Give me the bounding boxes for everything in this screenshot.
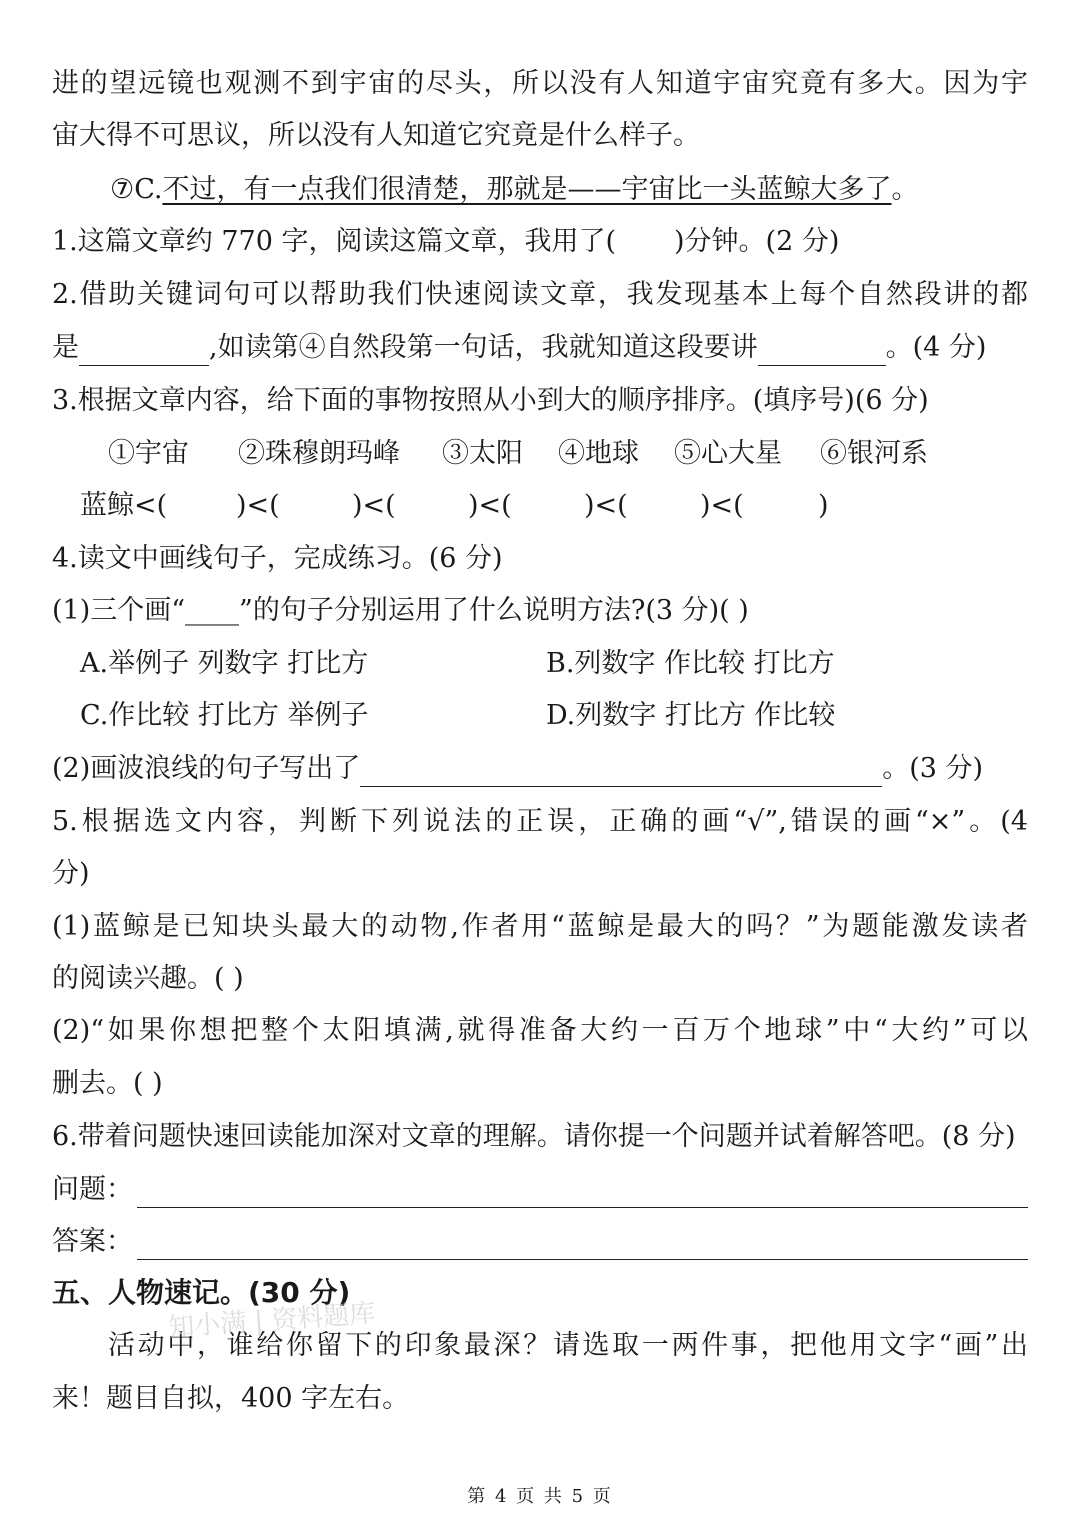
question-5-statement-2-cont: 删去。( ) xyxy=(52,1068,163,1099)
question-6: 6.带着问题快速回读能加深对文章的理解。请你提一个问题并试着解答吧。(8 分) xyxy=(52,1121,1016,1152)
question-4-sub-2-text: (2)画波浪线的句子写出了 xyxy=(52,753,361,784)
punctuation: 。 xyxy=(891,174,919,205)
answer-label: 答案： xyxy=(52,1226,133,1257)
question-6-answer-row xyxy=(52,1224,1028,1260)
paragraph-marker: ⑦C. xyxy=(110,174,163,205)
question-4: 4.读文中画线句子，完成练习。(6 分) xyxy=(52,543,503,574)
passage-line-1: 进的望远镜也观测不到宇宙的尽头，所以没有人知道宇宙究竟有多大。因为宇 xyxy=(52,68,1028,99)
answer-input-line[interactable] xyxy=(137,1231,1028,1260)
answer-blank[interactable] xyxy=(758,337,886,366)
question-2-line-2 xyxy=(52,330,1028,366)
item-1: ①宇宙 xyxy=(108,438,189,469)
question-5-line-2: 分) xyxy=(52,858,90,889)
question-2-score: 。(4 分) xyxy=(885,332,987,363)
question-3: 3.根据文章内容，给下面的事物按照从小到大的顺序排序。(填序号)(6 分) xyxy=(52,385,929,416)
watermark: 知小满 | 资料题库 xyxy=(167,1298,377,1344)
question-1 xyxy=(52,224,1028,260)
question-5-line-1: 5.根据选文内容，判断下列说法的正误，正确的画“√”,错误的画“×”。(4 xyxy=(52,806,1028,837)
item-2: ②珠穆朗玛峰 xyxy=(238,438,400,469)
order-start: 蓝鲸<( xyxy=(80,490,168,521)
order-separator: )<( xyxy=(468,490,512,521)
answer-blank[interactable] xyxy=(79,337,209,366)
option-c[interactable]: C.作比较 打比方 举例子 xyxy=(80,700,369,731)
question-6-question-row xyxy=(52,1172,1028,1208)
option-a[interactable]: A.举例子 列数字 打比方 xyxy=(80,648,369,679)
question-2-text-b: ,如读第④自然段第一句话，我就知道这段要讲 xyxy=(209,332,758,363)
answer-blank[interactable] xyxy=(360,758,882,787)
item-4: ④地球 xyxy=(558,438,639,469)
page-footer: 第 4 页 共 5 页 xyxy=(467,1486,613,1507)
item-6: ⑥银河系 xyxy=(820,438,928,469)
order-separator: )<( xyxy=(236,490,280,521)
question-4-sub-2-score: 。(3 分) xyxy=(882,753,984,784)
passage-line-3 xyxy=(110,172,1028,208)
question-1-text: 1.这篇文章约 770 字，阅读这篇文章，我用了( xyxy=(52,226,616,257)
question-2-line-1: 2.借助关键词句可以帮助我们快速阅读文章，我发现基本上每个自然段讲的都 xyxy=(52,279,1028,310)
order-end: ) xyxy=(818,490,829,521)
item-5: ⑤心大星 xyxy=(674,438,782,469)
question-5-statement-2: (2)“如果你想把整个太阳填满,就得准备大约一百万个地球”中“大约”可以 xyxy=(52,1015,1028,1046)
order-separator: )<( xyxy=(584,490,628,521)
section-5-heading: 五、人物速记。(30 分) xyxy=(52,1276,351,1309)
order-separator: )<( xyxy=(352,490,396,521)
order-separator: )<( xyxy=(700,490,744,521)
option-b[interactable]: B.列数字 作比较 打比方 xyxy=(546,648,835,679)
question-4-sub-2 xyxy=(52,751,1028,787)
section-5-line-2: 来！题目自拟，400 字左右。 xyxy=(52,1383,410,1414)
item-3: ③太阳 xyxy=(442,438,523,469)
question-input-line[interactable] xyxy=(137,1179,1028,1208)
question-2-text-a: 是 xyxy=(52,332,79,363)
question-1-score: )分钟。(2 分) xyxy=(674,226,840,257)
option-d[interactable]: D.列数字 打比方 作比较 xyxy=(546,700,836,731)
section-5-line-1: 活动中，谁给你留下的印象最深？请选取一两件事，把他用文字“画”出 xyxy=(108,1330,1028,1361)
question-label: 问题： xyxy=(52,1174,133,1205)
question-5-statement-1: (1)蓝鲸是已知块头最大的动物,作者用“蓝鲸是最大的吗？”为题能激发读者 xyxy=(52,911,1028,942)
question-4-sub-1: (1)三个画“____”的句子分别运用了什么说明方法?(3 分)( ) xyxy=(52,595,749,626)
passage-line-2: 宙大得不可思议，所以没有人知道它究竟是什么样子。 xyxy=(52,120,700,151)
question-5-statement-1-cont: 的阅读兴趣。( ) xyxy=(52,963,244,994)
underlined-sentence: 不过，有一点我们很清楚，那就是——宇宙比一头蓝鲸大多了 xyxy=(162,174,892,205)
